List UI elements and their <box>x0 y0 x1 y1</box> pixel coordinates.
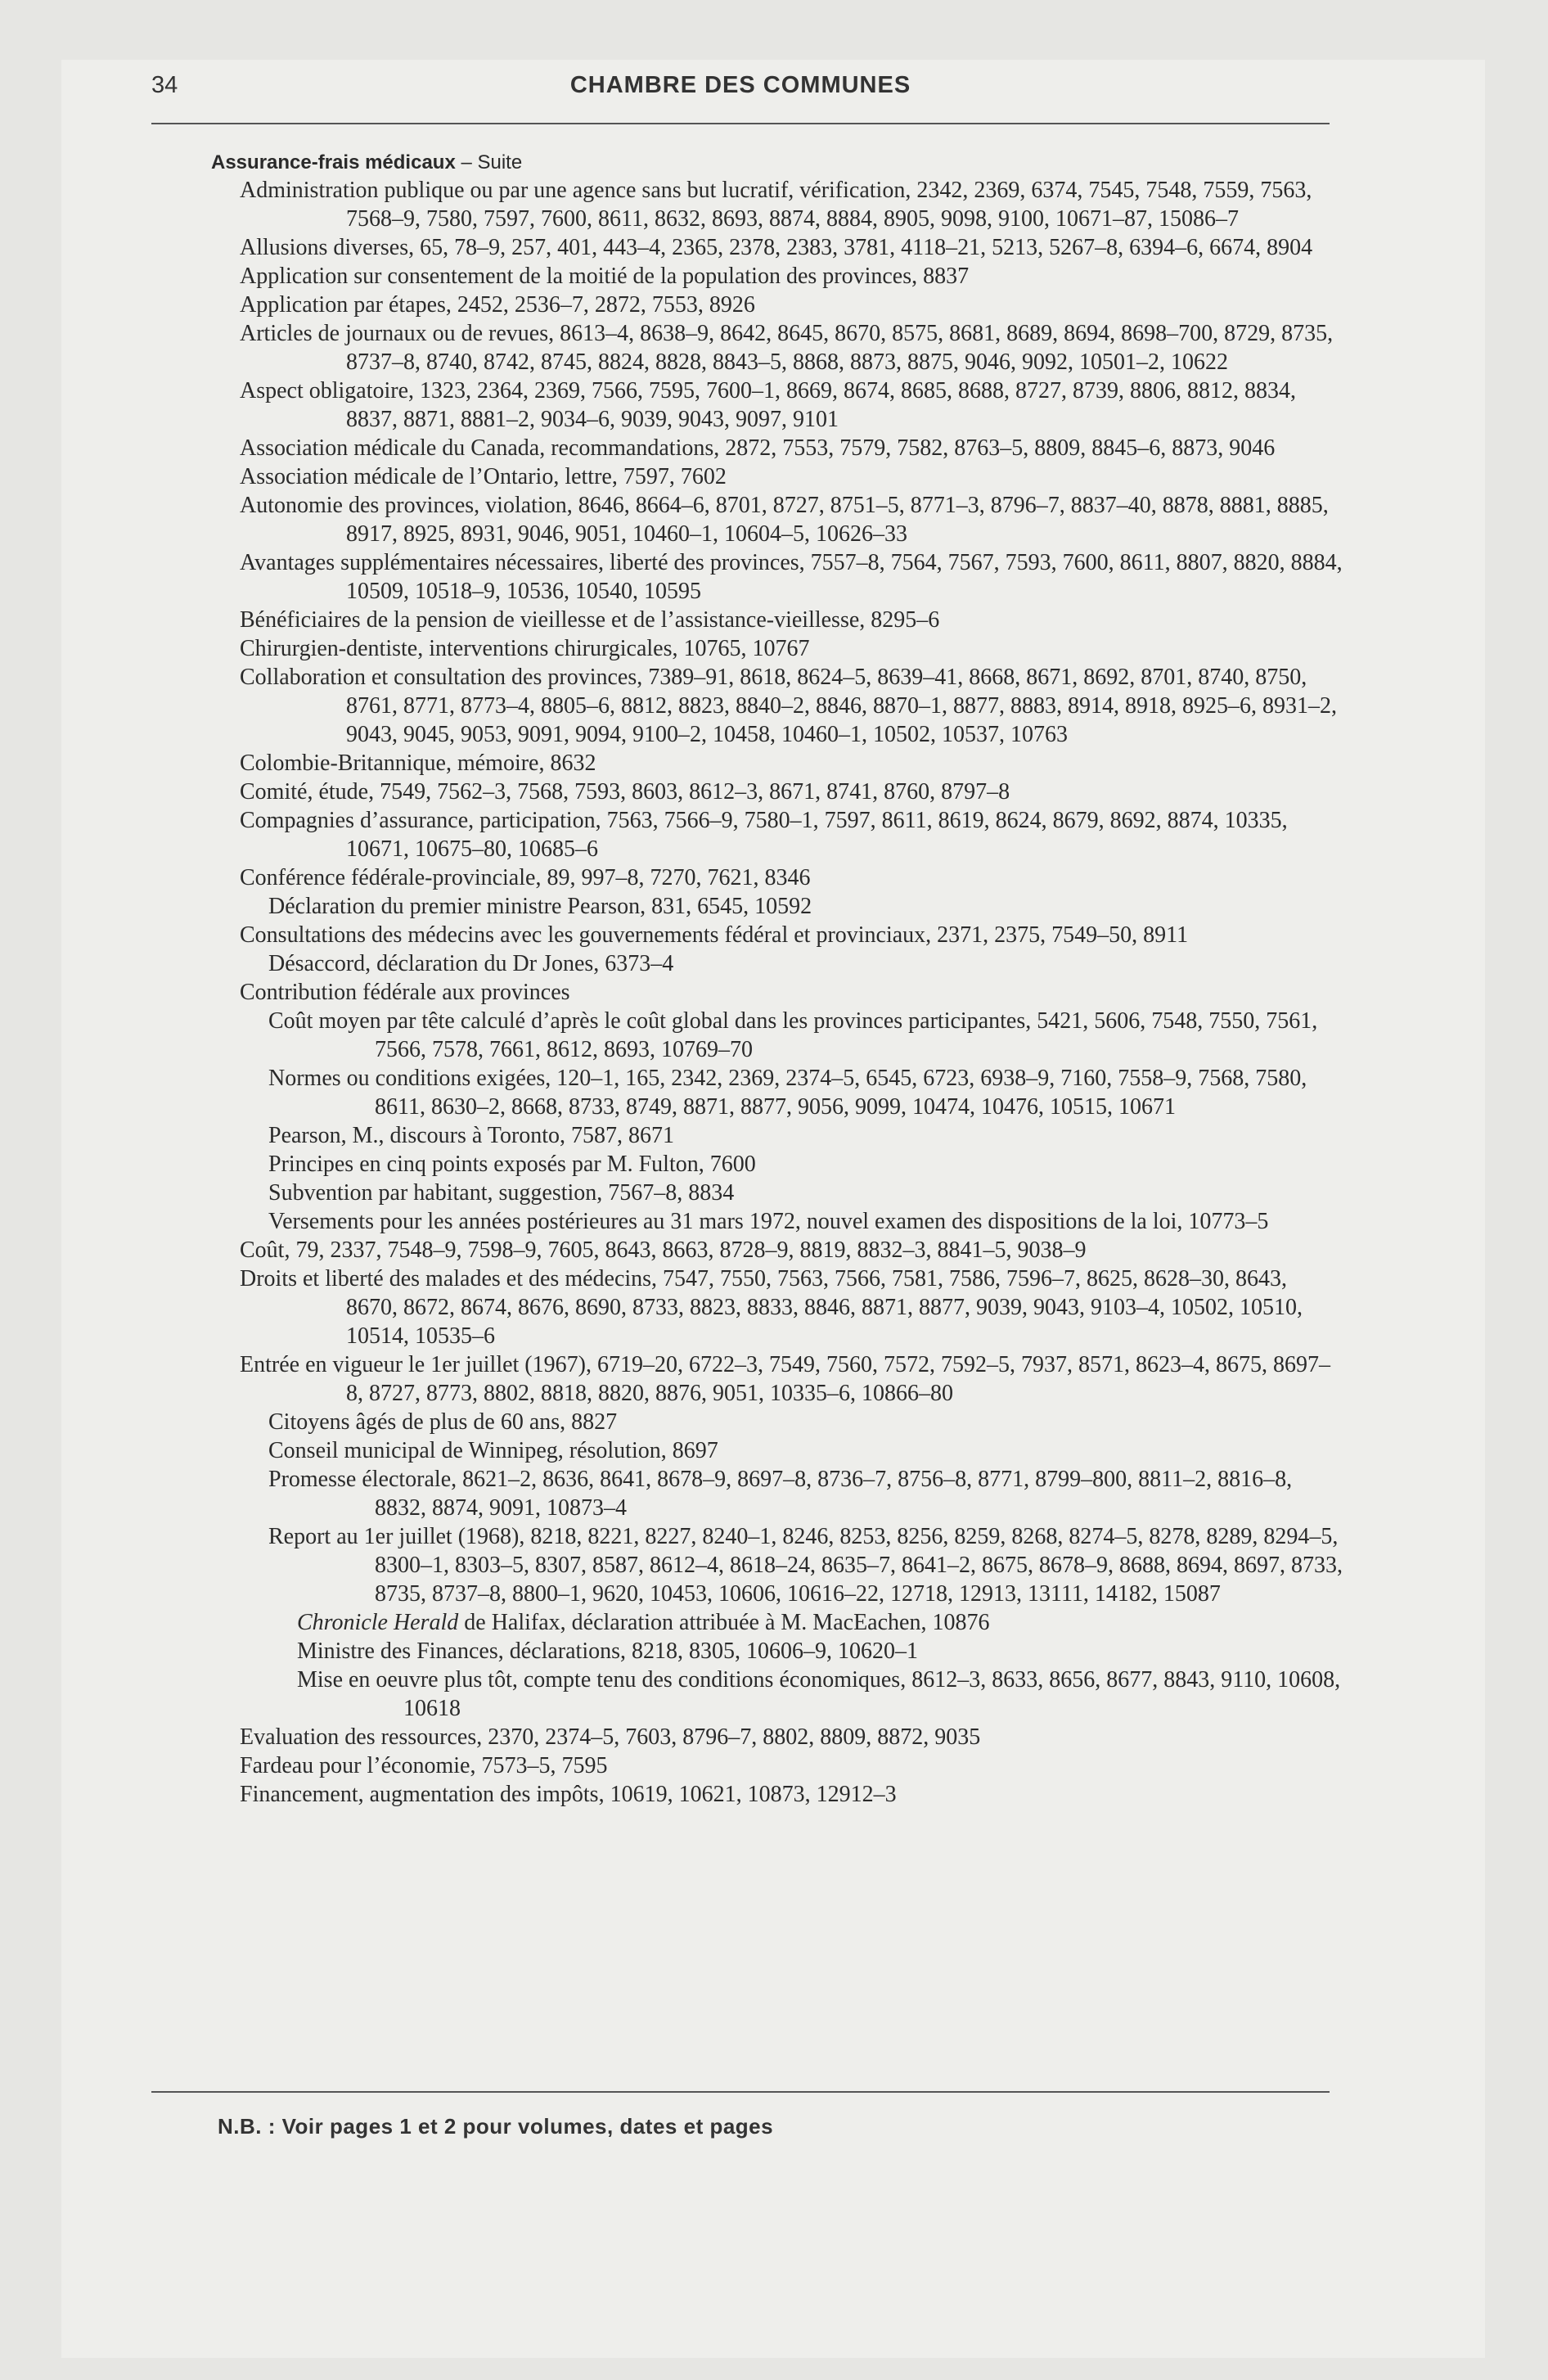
index-entry <box>297 1637 1344 1666</box>
index-entry <box>240 863 1344 892</box>
running-title: CHAMBRE DES COMMUNES <box>569 72 911 98</box>
index-entry <box>268 1522 1344 1608</box>
entry-text: Entrée en vigueur le 1er juillet (1967), 6719–20, 6722–3, 7549, 7560, 7572, 7592–5, 7937, 8571, 8623–4, 8675, 8697–8, 8727, 8773, 8802, 8818, 8820, 8876, 9051, 10335–6, 10866–80 <box>240 1352 1330 1406</box>
entry-text: Chirurgien-dentiste, interventions chirurgicales, 10765, 10767 <box>240 636 810 661</box>
entry-text: Versements pour les années postérieures au 31 mars 1972, nouvel examen des dispositions de la loi, 10773–5 <box>268 1209 1269 1234</box>
entry-text: Association médicale de l’Ontario, lettre, 7597, 7602 <box>240 464 727 489</box>
index-entry <box>240 1350 1344 1408</box>
entry-text: Avantages supplémentaires nécessaires, liberté des provinces, 7557–8, 7564, 7567, 7593, 7600, 8611, 8807, 8820, 8884, 10509, 10518–9, 10536, 10540, 10595 <box>240 550 1343 604</box>
entry-text: Désaccord, déclaration du Dr Jones, 6373–4 <box>268 951 674 976</box>
index-entries <box>240 176 1344 1809</box>
entry-text: Compagnies d’assurance, participation, 7563, 7566–9, 7580–1, 7597, 8611, 8619, 8624, 8679, 8692, 8874, 10335, 10671, 10675–80, 10685–6 <box>240 808 1288 862</box>
footnote: N.B. : Voir pages 1 et 2 pour volumes, dates et pages <box>218 2114 774 2139</box>
entry-text: Report au 1er juillet (1968), 8218, 8221, 8227, 8240–1, 8246, 8253, 8256, 8259, 8268, 8274–5, 8278, 8289, 8294–5, 8300–1, 8303–5, 8307, 8587, 8612–4, 8618–24, 8635–7, 8641–2, 8675, 8678–9, 8688, 8694, 8697, 8733, 8735, 8737–8, 8800–1, 9620, 10453, 10606, 10616–22, 12718, 12913, 13111, 14182, 15087 <box>268 1524 1343 1607</box>
index-entry <box>240 606 1344 634</box>
index-entry <box>240 1751 1344 1780</box>
index-entry <box>240 749 1344 778</box>
index-entry <box>240 491 1344 548</box>
index-entry <box>240 921 1344 949</box>
index-entry <box>240 1264 1344 1350</box>
index-entry <box>240 548 1344 606</box>
entry-text: Mise en oeuvre plus tôt, compte tenu des conditions économiques, 8612–3, 8633, 8656, 8677, 8843, 9110, 10608, 10618 <box>297 1667 1341 1721</box>
index-entry <box>240 376 1344 434</box>
entry-text: Coût, 79, 2337, 7548–9, 7598–9, 7605, 8643, 8663, 8728–9, 8819, 8832–3, 8841–5, 9038–9 <box>240 1237 1087 1263</box>
entry-text: Administration publique ou par une agence sans but lucratif, vérification, 2342, 2369, 6374, 7545, 7548, 7559, 7563, 7568–9, 7580, 7597, 7600, 8611, 8632, 8693, 8874, 8884, 8905, 9098, 9100, 10671–87, 15086–7 <box>240 178 1312 232</box>
entry-text: Fardeau pour l’économie, 7573–5, 7595 <box>240 1753 608 1778</box>
entry-text: Comité, étude, 7549, 7562–3, 7568, 7593, 8603, 8612–3, 8671, 8741, 8760, 8797–8 <box>240 779 1010 805</box>
index-entry <box>268 1436 1344 1465</box>
entry-text: de Halifax, déclaration attribuée à M. MacEachen, 10876 <box>458 1610 990 1635</box>
index-entry <box>240 806 1344 863</box>
entry-text: Conférence fédérale-provinciale, 89, 997–8, 7270, 7621, 8346 <box>240 865 811 890</box>
entry-text: Bénéficiaires de la pension de vieillesse et de l’assistance-vieillesse, 8295–6 <box>240 607 940 633</box>
index-entry <box>240 462 1344 491</box>
entry-text: Subvention par habitant, suggestion, 7567–8, 8834 <box>268 1180 735 1206</box>
index-entry <box>240 978 1344 1007</box>
entry-text: Promesse électorale, 8621–2, 8636, 8641, 8678–9, 8697–8, 8736–7, 8756–8, 8771, 8799–800, 8811–2, 8816–8, 8832, 8874, 9091, 10873–4 <box>268 1467 1293 1521</box>
entry-text: Autonomie des provinces, violation, 8646, 8664–6, 8701, 8727, 8751–5, 8771–3, 8796–7, 8837–40, 8878, 8881, 8885, 8917, 8925, 8931, 9046, 9051, 10460–1, 10604–5, 10626–33 <box>240 493 1329 547</box>
footer-rule <box>151 2091 1330 2093</box>
entry-text: Evaluation des ressources, 2370, 2374–5, 7603, 8796–7, 8802, 8809, 8872, 9035 <box>240 1724 981 1750</box>
entry-text: Conseil municipal de Winnipeg, résolution, 8697 <box>268 1438 718 1463</box>
entry-text: Collaboration et consultation des provinces, 7389–91, 8618, 8624–5, 8639–41, 8668, 8671, 8692, 8701, 8740, 8750, 8761, 8771, 8773–4, 8805–6, 8812, 8823, 8840–2, 8846, 8870–1, 8877, 8883, 8914, 8918, 8925–6, 8931–2, 9043, 9045, 9053, 9091, 9094, 9100–2, 10458, 10460–1, 10502, 10537, 10763 <box>240 665 1337 747</box>
entry-text: Principes en cinq points exposés par M. Fulton, 7600 <box>268 1152 756 1177</box>
index-entry <box>240 1780 1344 1809</box>
index-entry <box>268 949 1344 978</box>
index-entry <box>240 233 1344 262</box>
entry-text: Application par étapes, 2452, 2536–7, 2872, 7553, 8926 <box>240 292 755 318</box>
entry-text: Application sur consentement de la moitié de la population des provinces, 8837 <box>240 264 970 289</box>
entry-text: Citoyens âgés de plus de 60 ans, 8827 <box>268 1409 618 1435</box>
index-entry <box>268 1179 1344 1207</box>
index-entry <box>240 434 1344 462</box>
page-header <box>151 72 1330 121</box>
index-entry <box>240 291 1344 319</box>
index-entry <box>240 262 1344 291</box>
index-entry <box>297 1666 1344 1723</box>
index-entry <box>297 1608 1344 1637</box>
index-entry <box>268 1121 1344 1150</box>
entry-text: Allusions diverses, 65, 78–9, 257, 401, 443–4, 2365, 2378, 2383, 3781, 4118–21, 5213, 5267–8, 6394–6, 6674, 8904 <box>240 235 1313 260</box>
index-entry <box>240 1723 1344 1751</box>
index-entry <box>268 1150 1344 1179</box>
entry-text: Coût moyen par tête calculé d’après le coût global dans les provinces participantes, 5421, 5606, 7548, 7550, 7561, 7566, 7578, 7661, 8612, 8693, 10769–70 <box>268 1008 1318 1062</box>
index-entry <box>268 1207 1344 1236</box>
section-subtitle: – Suite <box>455 151 523 174</box>
entry-text: Ministre des Finances, déclarations, 8218, 8305, 10606–9, 10620–1 <box>297 1639 919 1664</box>
entry-text: Association médicale du Canada, recommandations, 2872, 7553, 7579, 7582, 8763–5, 8809, 8845–6, 8873, 9046 <box>240 435 1276 461</box>
page-number: 34 <box>151 72 178 98</box>
index-body <box>211 147 1344 1809</box>
entry-text: Aspect obligatoire, 1323, 2364, 2369, 7566, 7595, 7600–1, 8669, 8674, 8685, 8688, 8727, 8739, 8806, 8812, 8834, 8837, 8871, 8881–2, 9034–6, 9039, 9043, 9097, 9101 <box>240 378 1297 432</box>
index-entry <box>240 319 1344 376</box>
index-entry <box>240 663 1344 749</box>
index-entry <box>240 778 1344 806</box>
entry-text: Pearson, M., discours à Toronto, 7587, 8671 <box>268 1123 675 1148</box>
index-entry <box>268 1064 1344 1121</box>
index-entry <box>268 1408 1344 1436</box>
index-entry <box>240 176 1344 233</box>
entry-text: Normes ou conditions exigées, 120–1, 165, 2342, 2369, 2374–5, 6545, 6723, 6938–9, 7160, 7558–9, 7568, 7580, 8611, 8630–2, 8668, 8733, 8749, 8871, 8877, 9056, 9099, 10474, 10476, 10515, 10671 <box>268 1066 1307 1120</box>
index-entry <box>268 892 1344 921</box>
entry-text: Contribution fédérale aux provinces <box>240 980 570 1005</box>
entry-text: Articles de journaux ou de revues, 8613–4, 8638–9, 8642, 8645, 8670, 8575, 8681, 8689, 8694, 8698–700, 8729, 8735, 8737–8, 8740, 8742, 8745, 8824, 8828, 8843–5, 8868, 8873, 8875, 9046, 9092, 10501–2, 10622 <box>240 321 1334 375</box>
section-title: Assurance-frais médicaux <box>211 151 456 174</box>
entry-text: Droits et liberté des malades et des médecins, 7547, 7550, 7563, 7566, 7581, 7586, 7596–7, 8625, 8628–30, 8643, 8670, 8672, 8674, 8676, 8690, 8733, 8823, 8833, 8846, 8871, 8877, 9039, 9043, 9103–4, 10502, 10510, 10514, 10535–6 <box>240 1266 1303 1349</box>
entry-text: Consultations des médecins avec les gouvernements fédéral et provinciaux, 2371, 2375, 7549–50, 8911 <box>240 922 1189 948</box>
header-rule <box>151 123 1330 124</box>
section-heading <box>211 147 1344 176</box>
entry-italic-title: Chronicle Herald <box>297 1610 459 1635</box>
entry-text: Colombie-Britannique, mémoire, 8632 <box>240 751 596 776</box>
entry-text: Déclaration du premier ministre Pearson, 831, 6545, 10592 <box>268 894 812 919</box>
index-entry <box>240 1236 1344 1264</box>
index-entry <box>240 634 1344 663</box>
index-entry <box>268 1007 1344 1064</box>
index-entry <box>268 1465 1344 1522</box>
entry-text: Financement, augmentation des impôts, 10619, 10621, 10873, 12912–3 <box>240 1782 897 1807</box>
